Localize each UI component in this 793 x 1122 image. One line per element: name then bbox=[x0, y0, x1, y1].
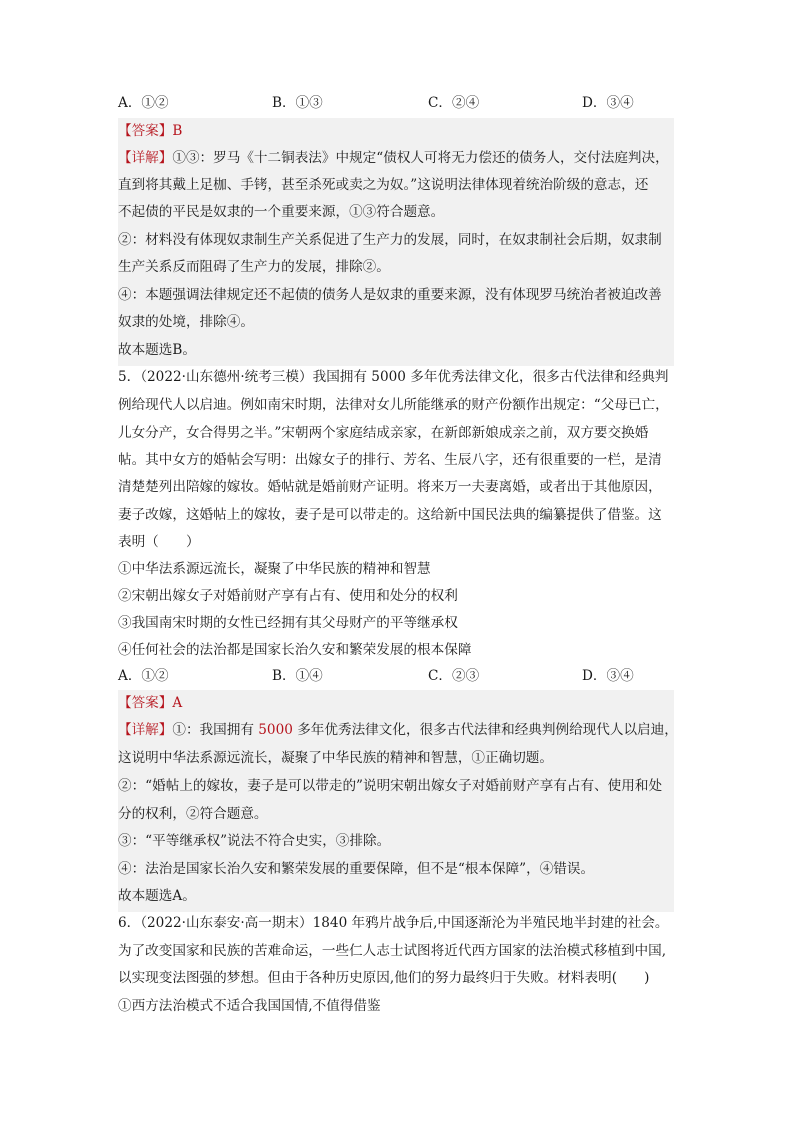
q5-statement: ③我国南宋时期的女性已经拥有其父母财产的平等继承权 bbox=[118, 615, 458, 631]
q5-conclusion: 故本题选A。 bbox=[118, 888, 196, 904]
q4-detail-line: ②：材料没有体现奴隶制生产关系促进了生产力的发展，同时，在奴隶制社会后期，奴隶制 bbox=[118, 232, 662, 248]
q4-option-d: D．③④ bbox=[582, 95, 634, 111]
q4-option-b: B．①③ bbox=[272, 95, 323, 111]
highlight-number: 5000 bbox=[258, 722, 293, 738]
q4-option-a: A．①② bbox=[118, 95, 169, 111]
q4-option-c: C．②④ bbox=[428, 95, 480, 111]
q5-stem-line: 儿女分产，女合得男之半。”宋朝两个家庭结成亲家，在新郎新娘成亲之前，双方要交换婚 bbox=[118, 425, 649, 441]
q4-detail-line: ④：本题强调法律规定还不起债的债务人是奴隶的重要来源，没有体现罗马统治者被迫改善 bbox=[118, 287, 662, 303]
q5-detail-line: 这说明中华法系源远流长，凝聚了中华民族的精神和智慧，①正确切题。 bbox=[118, 750, 553, 766]
q4-detail-line: 直到将其戴上足枷、手铐，甚至杀死或卖之为奴。”这说明法律体现着统治阶级的意志，还 bbox=[118, 177, 649, 193]
q5-option-b: B．①④ bbox=[272, 668, 323, 684]
q5-stem-line: 例给现代人以启迪。例如南宋时期，法律对女儿所能继承的财产份额作出规定：“父母已亡， bbox=[118, 397, 669, 413]
q4-detail-line: 不起债的平民是奴隶的一个重要来源，①③符合题意。 bbox=[118, 204, 445, 220]
q4-detail-line: 生产关系反而阻碍了生产力的发展，排除②。 bbox=[118, 259, 390, 275]
q5-statement: ④任何社会的法治都是国家长治久安和繁荣发展的根本保障 bbox=[118, 642, 472, 658]
q5-detail-line: ②：“婚帖上的嫁妆，妻子是可以带走的”说明宋朝出嫁女子对婚前财产享有占有、使用和处 bbox=[118, 778, 663, 794]
q5-option-c: C．②③ bbox=[428, 668, 480, 684]
q6-stem-line: 6．（2022·山东泰安·高一期末）1840 年鸦片战争后,中国逐渐沦为半殖民地半封建的社会。 bbox=[118, 915, 669, 931]
q5-options bbox=[118, 663, 678, 690]
q5-stem-line: 帖。其中女方的婚帖会写明：出嫁女子的排行、芳名、生辰八字，还有很重要的一栏，是清 bbox=[118, 452, 662, 468]
answer-value: A bbox=[172, 695, 183, 711]
q5-statement: ②宋朝出嫁女子对婚前财产享有占有、使用和处分的权利 bbox=[118, 588, 458, 604]
detail-tag: 【详解】 bbox=[118, 150, 173, 166]
q5-stem-line: 妻子改嫁，这婚帖上的嫁妆，妻子是可以带走的。这给新中国民法典的编纂提供了借鉴。这 bbox=[118, 507, 662, 523]
q5-detail-line: ④：法治是国家长治久安和繁荣发展的重要保障，但不是“根本保障”，④错误。 bbox=[118, 861, 595, 877]
q5-option-d: D．③④ bbox=[582, 668, 634, 684]
q5-stem-line: 表明（ ） bbox=[118, 534, 200, 550]
q5-detail-line: 【详解】①：我国拥有 5000 多年优秀法律文化，很多古代法律和经典判例给现代人以启迪， bbox=[118, 722, 678, 738]
answer-value: B bbox=[172, 123, 183, 139]
q5-answer bbox=[118, 690, 678, 717]
q6-stem-line: 以实现变法图强的梦想。但由于各种历史原因,他们的努力最终归于失败。材料表明( ) bbox=[118, 970, 650, 986]
q5-detail-line: ③：“平等继承权”说法不符合史实，③排除。 bbox=[118, 833, 391, 849]
q5-option-a: A．①② bbox=[118, 668, 169, 684]
q4-detail-line: 奴隶的处境，排除④。 bbox=[118, 314, 254, 330]
q4-answer bbox=[118, 118, 678, 145]
q6-statement: ①西方法治模式不适合我国国情,不值得借鉴 bbox=[118, 998, 381, 1014]
q4-options bbox=[118, 90, 678, 117]
q4-conclusion: 故本题选B。 bbox=[118, 342, 196, 358]
q6-stem-line: 为了改变国家和民族的苦难命运，一些仁人志士试图将近代西方国家的法治模式移植到中国, bbox=[118, 943, 667, 959]
answer-tag: 【答案】 bbox=[118, 123, 173, 139]
q5-detail-line: 分的权利，②符合题意。 bbox=[118, 806, 268, 822]
q5-stem-line: 5．（2022·山东德州·统考三模）我国拥有 5000 多年优秀法律文化，很多古代法律和经典判 bbox=[118, 369, 669, 385]
detail-tag: 【详解】 bbox=[118, 722, 173, 738]
answer-tag: 【答案】 bbox=[118, 695, 173, 711]
q5-stem-line: 清楚楚列出陪嫁的嫁妆。婚帖就是婚前财产证明。将来万一夫妻离婚，或者出于其他原因， bbox=[118, 479, 662, 495]
q5-statement: ①中华法系源远流长，凝聚了中华民族的精神和智慧 bbox=[118, 561, 431, 577]
q4-detail-line: 【详解】①③：罗马《十二铜表法》中规定“债权人可将无力偿还的债务人，交付法庭判决， bbox=[118, 150, 669, 166]
